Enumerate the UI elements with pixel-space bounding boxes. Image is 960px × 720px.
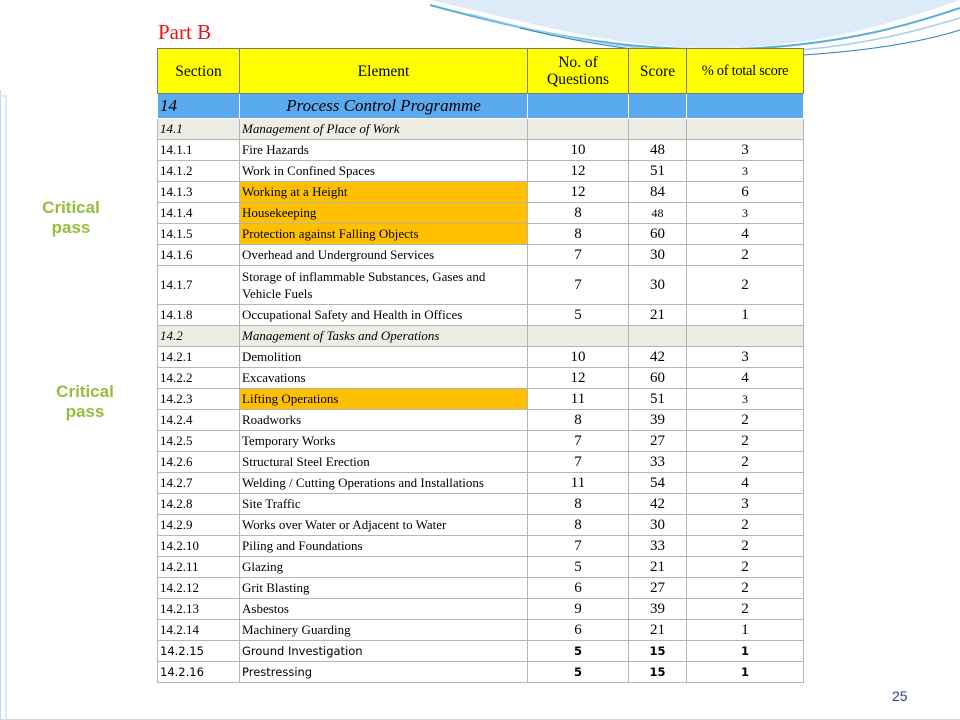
row-questions: 12 xyxy=(528,368,629,389)
row-element: Roadworks xyxy=(240,410,528,431)
row-section: 14.2.12 xyxy=(158,578,240,599)
row-element: Temporary Works xyxy=(240,431,528,452)
row-section: 14.2.13 xyxy=(158,599,240,620)
table-row xyxy=(158,389,804,410)
programme-questions xyxy=(528,94,629,119)
header-element: Element xyxy=(240,49,528,94)
table-row xyxy=(158,641,804,662)
group-score xyxy=(629,119,687,140)
row-questions: 8 xyxy=(528,203,629,224)
row-questions: 9 xyxy=(528,599,629,620)
row-score: 27 xyxy=(629,431,687,452)
row-score: 30 xyxy=(629,515,687,536)
row-percent: 1 xyxy=(687,305,804,326)
row-percent: 3 xyxy=(687,494,804,515)
table-row xyxy=(158,431,804,452)
table-row xyxy=(158,452,804,473)
row-element: Overhead and Underground Services xyxy=(240,245,528,266)
table-row xyxy=(158,182,804,203)
group-row xyxy=(158,119,804,140)
row-section: 14.2.1 xyxy=(158,347,240,368)
row-element: Machinery Guarding xyxy=(240,620,528,641)
group-section: 14.2 xyxy=(158,326,240,347)
header-section: Section xyxy=(158,49,240,94)
row-questions: 5 xyxy=(528,662,629,683)
row-score: 21 xyxy=(629,305,687,326)
row-score: 60 xyxy=(629,224,687,245)
critical-pass-note-1: Critical pass xyxy=(42,198,100,237)
row-questions: 6 xyxy=(528,578,629,599)
row-percent: 2 xyxy=(687,557,804,578)
programme-percent xyxy=(687,94,804,119)
row-score: 39 xyxy=(629,410,687,431)
row-questions: 12 xyxy=(528,182,629,203)
row-element: Grit Blasting xyxy=(240,578,528,599)
table-row xyxy=(158,473,804,494)
row-section: 14.2.16 xyxy=(158,662,240,683)
group-section: 14.1 xyxy=(158,119,240,140)
programme-row xyxy=(158,94,804,119)
row-questions: 5 xyxy=(528,557,629,578)
table-row xyxy=(158,266,804,305)
header-questions: No. of Questions xyxy=(528,49,629,94)
slide-title: Part B xyxy=(158,20,212,44)
row-percent: 3 xyxy=(687,347,804,368)
programme-section: 14 xyxy=(158,94,240,119)
group-score xyxy=(629,326,687,347)
row-element: Site Traffic xyxy=(240,494,528,515)
table-row xyxy=(158,620,804,641)
programme-element: Process Control Programme xyxy=(240,94,528,119)
group-percent xyxy=(687,119,804,140)
row-percent: 2 xyxy=(687,452,804,473)
row-section: 14.2.8 xyxy=(158,494,240,515)
row-percent: 2 xyxy=(687,431,804,452)
row-section: 14.2.6 xyxy=(158,452,240,473)
row-score: 48 xyxy=(629,140,687,161)
row-section: 14.1.2 xyxy=(158,161,240,182)
row-element: Protection against Falling Objects xyxy=(240,224,528,245)
row-score: 33 xyxy=(629,452,687,473)
row-percent: 3 xyxy=(687,140,804,161)
row-section: 14.2.4 xyxy=(158,410,240,431)
header-row xyxy=(158,49,804,94)
table-row xyxy=(158,494,804,515)
table-row xyxy=(158,203,804,224)
row-percent: 2 xyxy=(687,266,804,305)
row-element: Asbestos xyxy=(240,599,528,620)
group-percent xyxy=(687,326,804,347)
row-questions: 7 xyxy=(528,431,629,452)
header-percent: % of total score xyxy=(687,49,804,94)
critical-pass-note-2: Critical pass xyxy=(56,382,114,421)
row-percent: 6 xyxy=(687,182,804,203)
row-questions: 10 xyxy=(528,140,629,161)
row-element: Work in Confined Spaces xyxy=(240,161,528,182)
row-section: 14.2.10 xyxy=(158,536,240,557)
row-score: 84 xyxy=(629,182,687,203)
row-element: Works over Water or Adjacent to Water xyxy=(240,515,528,536)
group-element: Management of Tasks and Operations xyxy=(240,326,528,347)
group-row xyxy=(158,326,804,347)
table-row xyxy=(158,347,804,368)
row-percent: 4 xyxy=(687,224,804,245)
row-score: 42 xyxy=(629,494,687,515)
header-score: Score xyxy=(629,49,687,94)
group-questions xyxy=(528,326,629,347)
row-percent: 2 xyxy=(687,578,804,599)
row-questions: 10 xyxy=(528,347,629,368)
table-row xyxy=(158,224,804,245)
row-questions: 7 xyxy=(528,245,629,266)
row-score: 39 xyxy=(629,599,687,620)
table-row xyxy=(158,557,804,578)
table-row xyxy=(158,368,804,389)
row-score: 15 xyxy=(629,641,687,662)
row-element: Working at a Height xyxy=(240,182,528,203)
row-questions: 11 xyxy=(528,389,629,410)
row-percent: 2 xyxy=(687,245,804,266)
row-questions: 12 xyxy=(528,161,629,182)
row-element: Glazing xyxy=(240,557,528,578)
table-row xyxy=(158,599,804,620)
group-element: Management of Place of Work xyxy=(240,119,528,140)
row-element: Welding / Cutting Operations and Installations xyxy=(240,473,528,494)
row-section: 14.1.7 xyxy=(158,266,240,305)
row-questions: 5 xyxy=(528,305,629,326)
row-section: 14.2.11 xyxy=(158,557,240,578)
row-element: Occupational Safety and Health in Offices xyxy=(240,305,528,326)
row-element: Housekeeping xyxy=(240,203,528,224)
row-percent: 1 xyxy=(687,641,804,662)
row-questions: 8 xyxy=(528,515,629,536)
row-percent: 3 xyxy=(687,389,804,410)
row-element: Ground Investigation xyxy=(240,641,528,662)
table-row xyxy=(158,161,804,182)
row-questions: 8 xyxy=(528,410,629,431)
row-questions: 6 xyxy=(528,620,629,641)
row-element: Storage of inflammable Substances, Gases and Vehicle Fuels xyxy=(240,266,528,305)
row-score: 48 xyxy=(629,203,687,224)
row-score: 21 xyxy=(629,620,687,641)
row-percent: 4 xyxy=(687,368,804,389)
row-section: 14.2.15 xyxy=(158,641,240,662)
row-element: Structural Steel Erection xyxy=(240,452,528,473)
table-row xyxy=(158,578,804,599)
row-percent: 3 xyxy=(687,203,804,224)
row-element: Piling and Foundations xyxy=(240,536,528,557)
row-score: 42 xyxy=(629,347,687,368)
row-section: 14.2.3 xyxy=(158,389,240,410)
row-percent: 1 xyxy=(687,620,804,641)
row-score: 60 xyxy=(629,368,687,389)
row-section: 14.1.4 xyxy=(158,203,240,224)
row-element: Lifting Operations xyxy=(240,389,528,410)
row-element: Fire Hazards xyxy=(240,140,528,161)
row-section: 14.2.5 xyxy=(158,431,240,452)
row-score: 21 xyxy=(629,557,687,578)
row-questions: 7 xyxy=(528,266,629,305)
row-element: Demolition xyxy=(240,347,528,368)
page-number: 25 xyxy=(892,688,908,704)
row-section: 14.1.3 xyxy=(158,182,240,203)
row-percent: 3 xyxy=(687,161,804,182)
row-questions: 11 xyxy=(528,473,629,494)
row-section: 14.2.2 xyxy=(158,368,240,389)
row-section: 14.1.5 xyxy=(158,224,240,245)
table-row xyxy=(158,410,804,431)
row-score: 15 xyxy=(629,662,687,683)
row-percent: 2 xyxy=(687,599,804,620)
row-section: 14.1.8 xyxy=(158,305,240,326)
row-score: 51 xyxy=(629,161,687,182)
row-percent: 2 xyxy=(687,515,804,536)
row-section: 14.2.7 xyxy=(158,473,240,494)
row-questions: 8 xyxy=(528,224,629,245)
row-percent: 4 xyxy=(687,473,804,494)
table-row xyxy=(158,305,804,326)
row-percent: 2 xyxy=(687,536,804,557)
row-questions: 5 xyxy=(528,641,629,662)
programme-score xyxy=(629,94,687,119)
row-percent: 2 xyxy=(687,410,804,431)
table-row xyxy=(158,245,804,266)
table-row xyxy=(158,662,804,683)
table-row xyxy=(158,515,804,536)
row-score: 27 xyxy=(629,578,687,599)
group-questions xyxy=(528,119,629,140)
row-section: 14.2.9 xyxy=(158,515,240,536)
row-questions: 8 xyxy=(528,494,629,515)
row-questions: 7 xyxy=(528,536,629,557)
table-row xyxy=(158,536,804,557)
table-row xyxy=(158,140,804,161)
row-questions: 7 xyxy=(528,452,629,473)
row-section: 14.2.14 xyxy=(158,620,240,641)
row-element: Prestressing xyxy=(240,662,528,683)
row-element: Excavations xyxy=(240,368,528,389)
row-score: 51 xyxy=(629,389,687,410)
row-score: 54 xyxy=(629,473,687,494)
row-section: 14.1.6 xyxy=(158,245,240,266)
score-table xyxy=(157,48,804,683)
row-section: 14.1.1 xyxy=(158,140,240,161)
row-score: 30 xyxy=(629,245,687,266)
row-score: 30 xyxy=(629,266,687,305)
row-percent: 1 xyxy=(687,662,804,683)
row-score: 33 xyxy=(629,536,687,557)
